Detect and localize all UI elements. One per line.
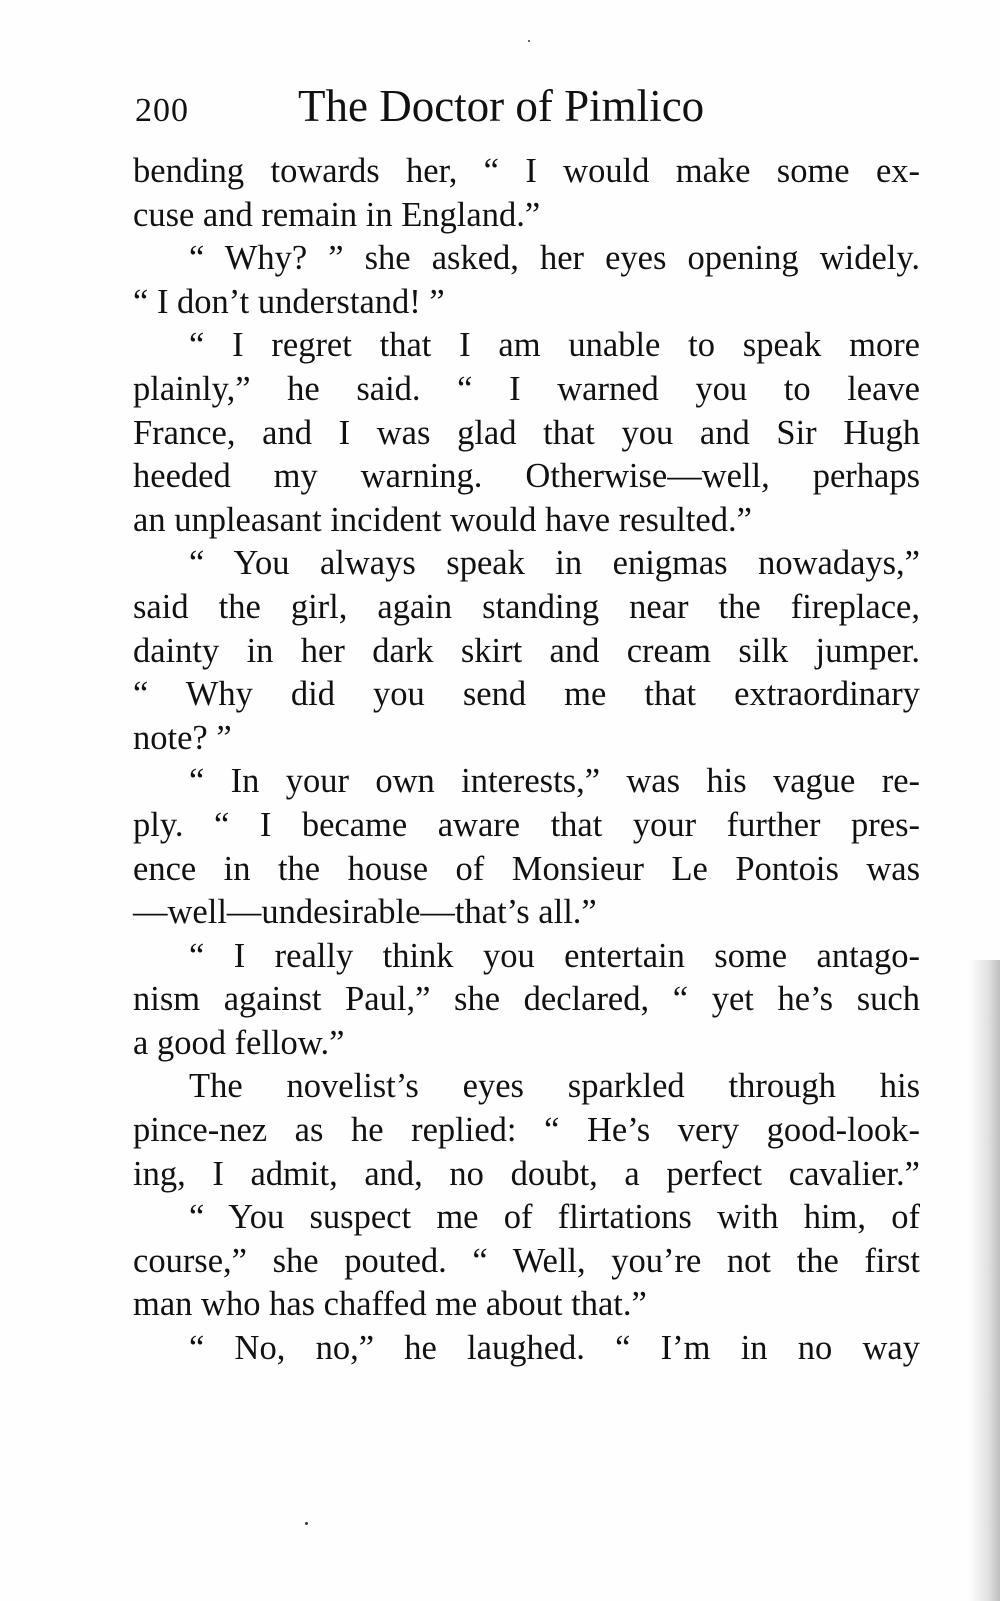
text-line: ply. “ I became aware that your further pres- — [133, 805, 920, 844]
text-line: France, and I was glad that you and Sir Hugh — [133, 413, 920, 452]
text-line: heeded my warning. Otherwise—well, perhaps — [133, 457, 920, 496]
text-line: nism against Paul,” she declared, “ yet he’s such — [133, 980, 920, 1019]
text-line: a good fellow.” — [133, 1023, 345, 1062]
text-line: “ You suspect me of flirtations with him, of — [189, 1198, 920, 1237]
text-line: “ I don’t understand! ” — [133, 282, 445, 321]
ink-speck — [305, 1522, 308, 1525]
page-number: 200 — [135, 92, 189, 129]
text-line: dainty in her dark skirt and cream silk jumper. — [133, 631, 920, 670]
text-line: said the girl, again standing near the fireplace, — [133, 587, 920, 626]
page-header — [130, 80, 930, 140]
text-line: ing, I admit, and, no doubt, a perfect cavalier.” — [133, 1154, 920, 1193]
text-line: “ You always speak in enigmas nowadays,” — [189, 544, 920, 583]
page-edge-shadow — [970, 960, 1000, 1601]
text-line: “ I regret that I am unable to speak more — [189, 326, 920, 365]
running-title: The Doctor of Pimlico — [298, 81, 705, 131]
text-line: bending towards her, “ I would make some ex- — [133, 152, 920, 190]
ink-speck — [528, 40, 530, 42]
text-line: ence in the house of Monsieur Le Pontois was — [133, 849, 920, 888]
text-line: “ In your own interests,” was his vague re- — [189, 762, 920, 801]
text-line: an unpleasant incident would have resulted.” — [133, 500, 752, 539]
text-line: man who has chaffed me about that.” — [133, 1285, 647, 1324]
text-line: note? ” — [133, 718, 232, 757]
text-line: “ Why did you send me that extraordinary — [133, 675, 920, 714]
text-line: cuse and remain in England.” — [133, 195, 541, 234]
text-line: “ No, no,” he laughed. “ I’m in no way — [189, 1329, 920, 1368]
text-line: “ Why? ” she asked, her eyes opening widely. — [189, 239, 920, 278]
text-line: —well—undesirable—that’s all.” — [133, 893, 597, 932]
text-line: plainly,” he said. “ I warned you to leave — [133, 369, 920, 408]
text-line: course,” she pouted. “ Well, you’re not the first — [133, 1241, 920, 1280]
text-line: pince-nez as he replied: “ He’s very good-look- — [133, 1111, 920, 1150]
text-line: “ I really think you entertain some antago- — [189, 936, 920, 975]
text-line: The novelist’s eyes sparkled through his — [189, 1067, 920, 1106]
body-text — [133, 150, 920, 1371]
